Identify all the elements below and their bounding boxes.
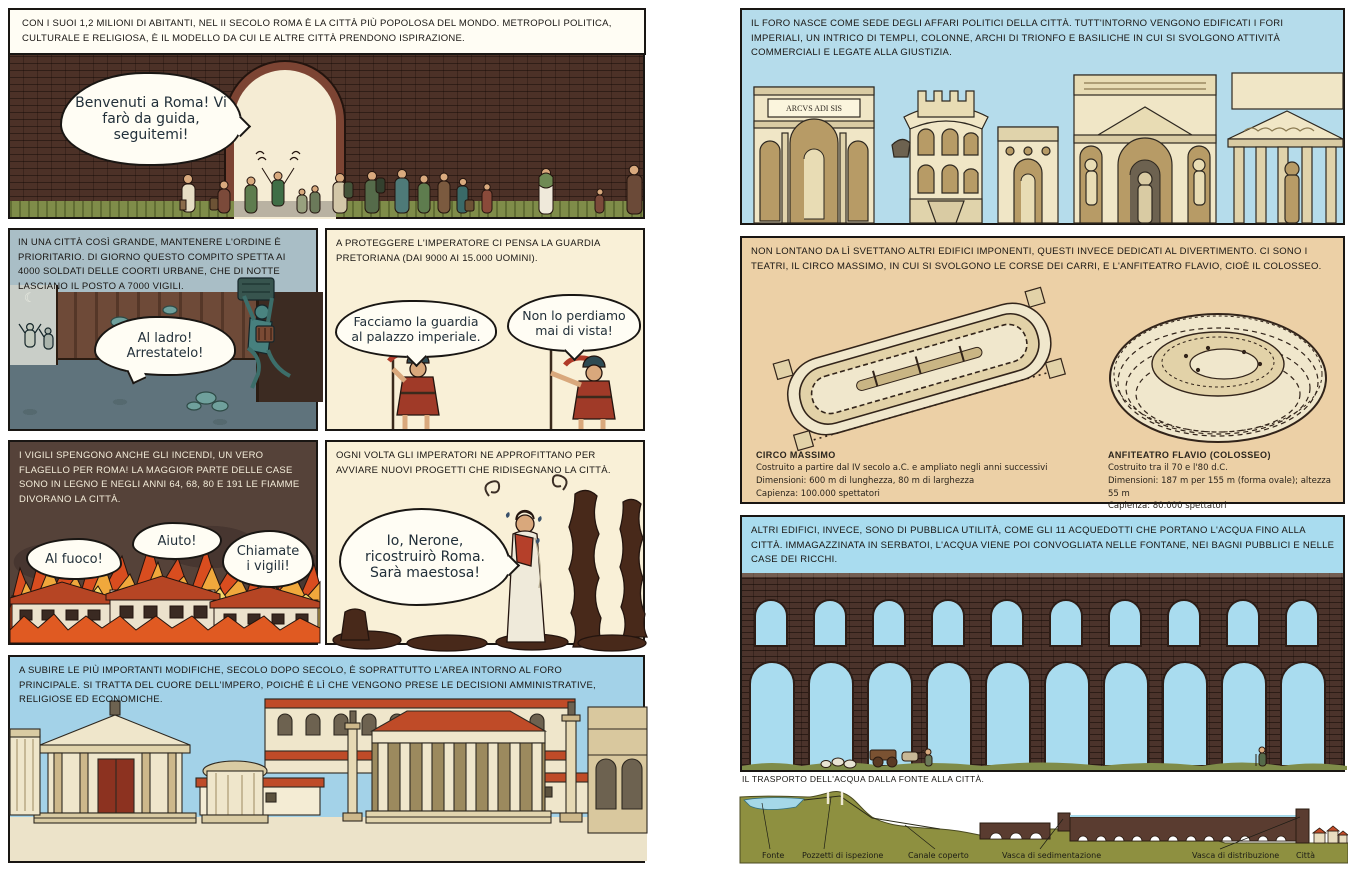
circo-massimo-title: CIRCO MASSIMO	[756, 450, 836, 460]
aqueduct-arch	[1049, 599, 1083, 647]
panel-fire	[8, 440, 318, 645]
speech-bubble-nerone-text: Io, Nerone, ricostruirò Roma. Sarà maestosa!	[364, 533, 485, 581]
caption-fori: IL FORO NASCE COME SEDE DEGLI AFFARI POLITICI DELLA CITTÀ. TUTT'INTORNO VENGONO EDIFICATI I FORI IMPERIALI, UN INTRICO DI TEMPLI, COLONNE, ARCHI DI TRIONFO E BASILICHE IN CUI SI SVOLGONO ATTIVITÀ COMMERCIALI E LEGATE ALLA GIUSTIZIA.	[751, 18, 1284, 59]
anfiteatro-dimensions: Dimensioni: 187 m per 155 m (forma ovale); altezza 55 m	[1108, 475, 1331, 499]
caption-incendi: I VIGILI SPENGONO ANCHE GLI INCENDI, UN VERO FLAGELLO PER ROMA! LA MAGGIOR PARTE DELLE CASE SONO IN LEGNO E NEGLI ANNI 64, 68, 80 E 191 LE FIAMME DIVORANO LA CITTÀ.	[19, 450, 300, 506]
arch-inscription-text: ARCVS ADI SIS	[785, 104, 843, 113]
diagram-label-vasca-sed: Vasca di sedimentazione	[1002, 851, 1102, 860]
anfiteatro-title: ANFITEATRO FLAVIO (COLOSSEO)	[1108, 450, 1271, 460]
left-temple	[34, 701, 196, 823]
monument-great-arch	[1074, 75, 1216, 223]
caption-foro: A SUBIRE LE PIÙ IMPORTANTI MODIFICHE, SECOLO DOPO SECOLO, È SOPRATTUTTO L'AREA INTORNO AL FORO PRINCIPALE. SI TRATTA DEL CUORE DELL'IMPERO, POICHÉ È LÌ CHE VENGONO PRESE LE DECISIONI AMMINISTRATIVE, RELIGIOSE ED ECONOMICHE.	[19, 665, 596, 706]
aqueduct-arch	[754, 599, 788, 647]
aqueduct-arch	[931, 599, 965, 647]
speech-bubble-fuoco-text: Al fuoco!	[45, 551, 103, 567]
right-temple	[366, 711, 551, 823]
far-left-temple	[10, 729, 40, 815]
forum-illustration	[10, 699, 647, 861]
panel-aqueduct	[740, 515, 1345, 772]
crescent-moon-icon: ☾	[24, 290, 36, 305]
circo-massimo-illustration	[754, 288, 1084, 448]
shouting-victims	[19, 324, 53, 349]
panel-forum-view	[8, 655, 645, 863]
diagram-distribution-tank	[1296, 809, 1309, 843]
aqueduct-diagram	[740, 787, 1348, 863]
panel-entertainment	[740, 236, 1345, 512]
colosseo-illustration	[1104, 290, 1334, 455]
monument-tower	[892, 91, 988, 223]
speech-bubble-vigili-text: Chiamate i vigili!	[236, 544, 300, 574]
aqueduct-arch	[1226, 599, 1260, 647]
nero-figure	[506, 510, 545, 642]
diagram-arcade	[1070, 816, 1296, 841]
speech-bubble-guard-left-text: Facciamo la guardia al palazzo imperiale.	[351, 314, 481, 344]
caption-order: IN UNA CITTÀ COSÌ GRANDE, MANTENERE L'ORDINE È PRIORITARIO. DI GIORNO QUESTO COMPITO SPETTA AI 4000 SOLDATI DELLE COORTI URBANE, CHE DI NOTTE LASCIANO IL POSTO A 7000 VIGILI.	[18, 237, 286, 293]
speech-bubble-aiuto-text: Aiuto!	[157, 533, 197, 549]
monuments-illustration	[742, 73, 1343, 223]
speech-bubble-guide-text: Benvenuti a Roma! Vi farò da guida, seguitemi!	[75, 95, 227, 143]
speech-bubble-thief-text: Al ladro! Arrestatelo!	[126, 331, 204, 361]
aqueduct-arch	[1108, 599, 1142, 647]
panel-city-gate	[8, 8, 645, 219]
aqueduct-arch	[813, 599, 847, 647]
caption-imperatori: OGNI VOLTA GLI IMPERATORI NE APPROFITTANO PER AVVIARE NUOVI PROGETTI CHE RIDISEGNANO LA CITTÀ.	[336, 450, 611, 476]
aqueduct-arch	[990, 599, 1024, 647]
diagram-label-fonte: Fonte	[762, 851, 785, 860]
speech-bubble-fuoco	[26, 538, 122, 580]
speech-bubble-vigili	[222, 530, 314, 588]
caption-divertimento: NON LONTANO DA LÌ SVETTANO ALTRI EDIFICI IMPONENTI, QUESTI INVECE DEDICATI AL DIVERTIMENTO. CI SONO I TEATRI, IL CIRCO MASSIMO, IN CUI SI SVOLGONO LE CORSE DEI CARRI, E L'ANFITEATRO FLAVIO, CIOÈ IL COLOSSEO.	[751, 246, 1322, 272]
diagram-label-vasca-dist: Vasca di distribuzione	[1192, 851, 1280, 860]
traveller-figures	[180, 165, 642, 214]
monument-small-arch	[998, 127, 1058, 223]
arcaded-building	[588, 707, 647, 833]
diagram-label-pozzetti: Pozzetti di ispezione	[802, 851, 884, 860]
circo-massimo-dimensions: Dimensioni: 600 m di lunghezza, 80 m di larghezza	[756, 475, 975, 486]
speech-bubble-guard-right	[507, 294, 641, 352]
diagram-label-citta: Città	[1296, 851, 1315, 860]
panel-fori-imperiali	[740, 8, 1345, 225]
diagram-city	[1313, 826, 1348, 843]
circo-massimo-capacity: Capienza: 100.000 spettatori	[756, 488, 880, 499]
speech-bubble-guide	[60, 72, 242, 166]
speech-bubble-guard-right-text: Non lo perdiamo mai di vista!	[522, 308, 626, 338]
monument-arch-inscription	[754, 87, 874, 223]
guide-figure	[256, 152, 300, 207]
diagram-sedimentation-tank	[1058, 813, 1070, 831]
caption-intro: CON I SUOI 1,2 MILIONI DI ABITANTI, NEL II SECOLO ROMA È LA CITTÀ PIÙ POPOLOSA DEL MONDO. METROPOLI POLITICA, CULTURALE E RELIGIOSA, È IL MODELLO DA CUI LE ALTRE CITTÀ PRENDONO ISPIRAZIONE.	[22, 18, 612, 44]
aqueduct-ground-figures	[742, 744, 1347, 770]
circo-massimo-info	[756, 450, 1086, 500]
caption-guardia: A PROTEGGERE L'IMPERATORE CI PENSA LA GUARDIA PRETORIANA (DAI 9000 AI 15.000 UOMINI).	[336, 238, 601, 264]
conduit-cap	[742, 573, 1343, 577]
monument-temple	[1228, 73, 1343, 223]
circo-massimo-built: Costruito a partire dal IV secolo a.C. e ampliato negli anni successivi	[756, 463, 1048, 473]
diagram-title: IL TRASPORTO DELL'ACQUA DALLA FONTE ALLA CITTÀ.	[742, 774, 985, 784]
aqueduct-arch	[1167, 599, 1201, 647]
aqueduct-structure	[742, 573, 1343, 770]
panel-praetorian-guard	[325, 228, 645, 431]
anfiteatro-capacity: Capienza: 80.000 spettatori	[1108, 501, 1227, 512]
diagram-bridge-small	[980, 823, 1050, 839]
diagram-label-canale: Canale coperto	[908, 851, 969, 860]
round-shrine	[202, 761, 268, 823]
speech-bubble-guard-left	[335, 300, 497, 358]
caption-box-intro	[8, 8, 646, 55]
anfiteatro-built: Costruito tra il 70 e l'80 d.C.	[1108, 463, 1228, 473]
anfiteatro-info	[1108, 450, 1340, 513]
panel-nero	[325, 440, 645, 645]
caption-acquedotti: ALTRI EDIFICI, INVECE, SONO DI PUBBLICA UTILITÀ, COME GLI 11 ACQUEDOTTI CHE PORTANO L'ACQUA FINO ALLA CITTÀ. IMMAGAZZINATA IN SERBATOI, L'ACQUA VIENE POI CONVOGLIATA NELLE FONTANE, NEI BAGNI PUBBLICI E NELLE CASE DEI RICCHI.	[751, 525, 1335, 566]
aqueduct-arch	[872, 599, 906, 647]
aqueduct-arch	[1285, 599, 1319, 647]
panel-night-theft	[8, 228, 318, 431]
